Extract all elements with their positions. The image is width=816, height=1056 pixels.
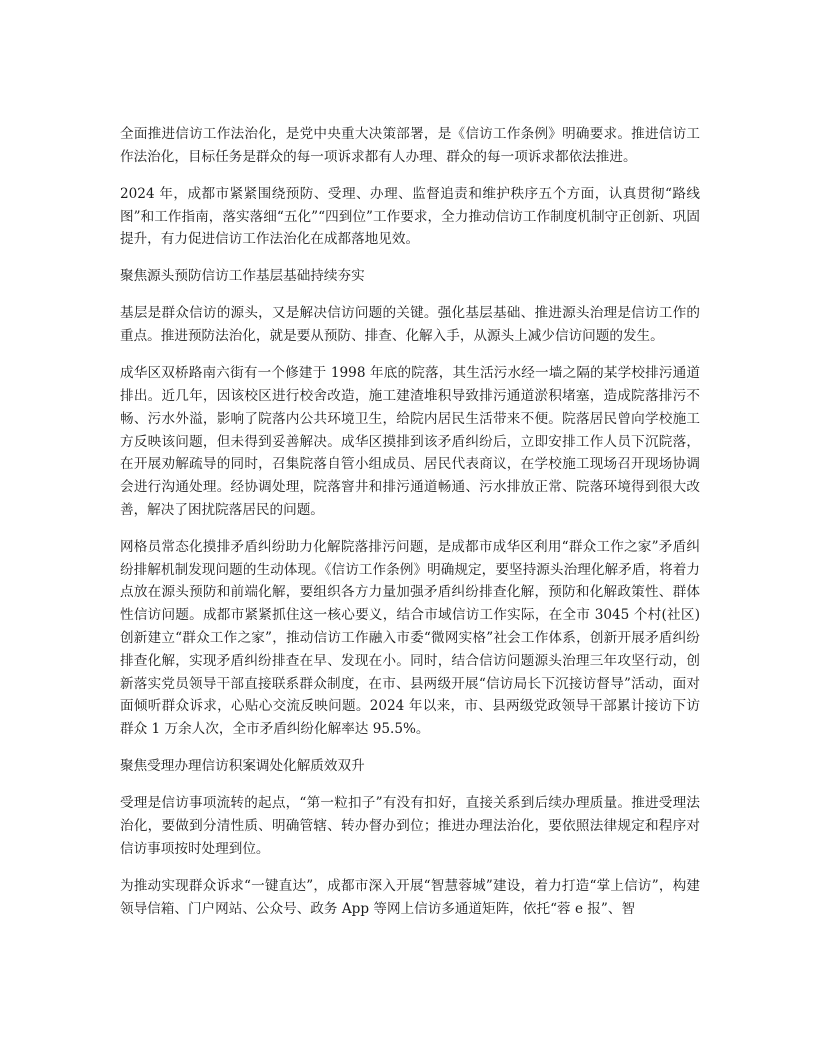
paragraph-chenghua-case: 成华区双桥路南六街有一个修建于 1998 年底的院落，其生活污水经一墙之隔的某学校排污通道排出。近几年，因该校区进行校舍改造，施工建渣堆积导致排污通道淤积堵塞，造成院落排污不畅、污水外溢，影响了院落内公共环境卫生，给院内居民生活带来不便。院落居民曾向学校施工方反映该问题，但未得到妥善解决。成华区摸排到该矛盾纠纷后，立即安排工作人员下沉院落，在开展劝解疏导的同时，召集院落自管小组成员、居民代表商议，在学校施工现场召开现场协调会进行沟通处理。经协调处理，院落窨井和排污通道畅通、污水排放正常、院落环境得到很大改善，解决了困扰院落居民的问题。	[120, 365, 700, 518]
paragraph-acceptance: 受理是信访事项流转的起点，“第一粒扣子”有没有扣好，直接关系到后续办理质量。推进受理法治化，要做到分清性质、明确管辖、转办督办到位；推进办理法治化，要依照法律规定和程序对信访事项按时处理到位。	[120, 795, 700, 857]
paragraph-chengdu-2024: 2024 年，成都市紧紧围绕预防、受理、办理、监督追责和维护秩序五个方面，认真贯彻“路线图”和工作指南，落实落细“五化”“四到位”工作要求，全力推动信访工作制度机制守正创新、巩固提升，有力促进信访工作法治化在成都落地见效。	[120, 185, 700, 248]
paragraph-intro: 全面推进信访工作法治化，是党中央重大决策部署，是《信访工作条例》明确要求。推进信访工作法治化，目标任务是群众的每一项诉求都有人办理、群众的每一项诉求都依法推进。	[120, 126, 700, 165]
section-heading-source-prevention: 聚焦源头预防信访工作基层基础持续夯实	[120, 268, 365, 285]
paragraph-grassroots: 基层是群众信访的源头，又是解决信访问题的关键。强化基层基础、推进源头治理是信访工作的重点。推进预防法治化，就是要从预防、排查、化解入手，从源头上减少信访问题的发生。	[120, 305, 700, 345]
paragraph-grid-worker: 网格员常态化摸排矛盾纠纷助力化解院落排污问题，是成都市成华区利用“群众工作之家”矛盾纠纷排解机制发现问题的生动体现。《信访工作条例》明确规定，要坚持源头治理化解矛盾，将着力点放在源头预防和前端化解，要组织各方力量加强矛盾纠纷排查化解，预防和化解政策性、群体性信访问题。成都市紧紧抓住这一核心要义，结合市域信访工作实际，在全市 3045 个村(社区)创新建立“群众工作之家”，推动信访工作融入市委“微网实格”社会工作体系，创新开展矛盾纠纷排查化解，实现矛盾纠纷排查在早、发现在小。同时，结合信访问题源头治理三年攻坚行动，创新落实党员领导干部直接联系群众制度，在市、县两级开展“信访局长下沉接访督导”活动，面对面倾听群众诉求，心贴心交流反映问题。2024 年以来，市、县两级党政领导干部累计接访下访群众 1 万余人次，全市矛盾纠纷化解率达 95.5%。	[120, 538, 700, 738]
paragraph-online-petition: 为推动实现群众诉求“一键直达”，成都市深入开展“智慧蓉城”建设，着力打造“掌上信访”，构建领导信箱、门户网站、公众号、政务 App 等网上信访多通道矩阵，依托“蓉 e 报”、智	[120, 877, 700, 917]
article-body	[120, 123, 700, 935]
section-heading-acceptance-handling: 聚焦受理办理信访积案调处化解质效双升	[120, 758, 365, 775]
